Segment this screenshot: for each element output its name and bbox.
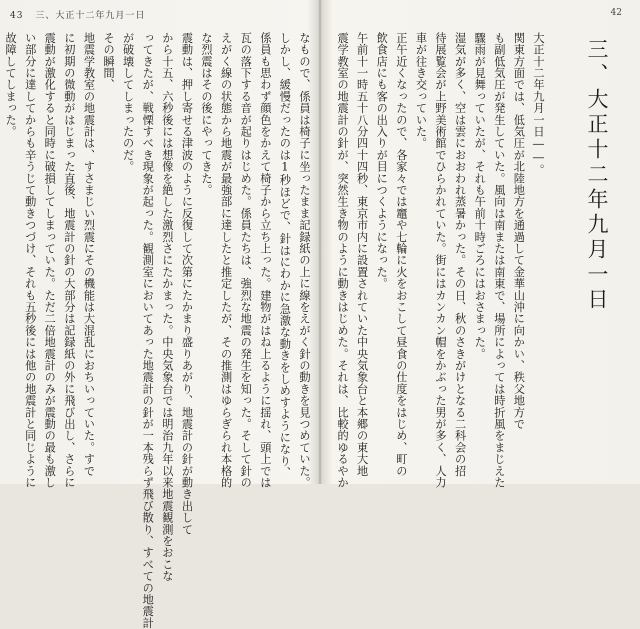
text-line: 震動は、押し寄せる津波のように反復して次第にたかまり盛りあがり、地震計の針が動き出して (180, 32, 194, 536)
text-line: 大正十二年九月一日――。 (532, 32, 545, 176)
text-line: その瞬間、 (102, 32, 116, 91)
text-line: えがく線の状態から地震が最強部に達したと推定したが、その推測はゆらぎられ本格的 (219, 32, 233, 489)
text-line: 係員も思わず顔色をかえて椅子から立ち上った。建物がはね上るように揺れ、頭上では (258, 32, 272, 489)
right-page-body (326, 32, 548, 489)
chapter-title: 三、大正十二年九月一日 (585, 38, 609, 313)
text-line: な烈震はその後にやってきた。 (200, 32, 214, 196)
text-line: 瓦の落下する音が起りはじめた。係員たちは、強烈な地震の発生を知った。そして針の (239, 32, 253, 489)
text-line: に初期の微動がはじまった直後、地震計の針の大部分は記録紙の外に飛び出し、さらに (62, 32, 76, 489)
text-line: 関東方面では、低気圧が北陸地方を通過して金華山沖に向かい、秩父地方で (512, 32, 526, 430)
left-page-number: 43 (10, 11, 24, 21)
text-line: 飲食店にも客の出入りが目につくようになった。 (375, 32, 389, 290)
right-page-number: 42 (610, 8, 622, 18)
text-line: ってきたが、戦慄すべき現象が起った。観測室においてあった地震計の針が一本残らず飛び散り、すべての地震計 (141, 32, 155, 629)
text-line: 午前十一時五十八分四十四秒、東京市内に設置されていた中央気象台と本郷の東大地 (355, 32, 369, 477)
text-line: から十五、六秒後には想像を絶した激烈さにたかまった。中央気象台では明治九年以来地震観測をおこな (160, 32, 174, 582)
text-line: い部分に達してからも辛うじて動きつづけ、それも五秒後には他の地震計と同じように (23, 32, 37, 489)
text-line: 正午近くなったので、各家々では竈や七輪に火をおこして昼食の仕度をはじめ、町の (394, 32, 408, 477)
text-line: 震動が激化すると同時に破損してしまっていた。ただ二倍地震計のみが震動の最も激し (43, 32, 57, 489)
text-line: 震学教室の地震計の針が、突然生き物のように動きはじめた。それは、比較的ゆるやか (336, 32, 350, 489)
text-line (0, 32, 1, 472)
text-line: なもので、係員は椅子に坐ったまま記録紙の上に線をえがく針の動きを見つめていた。 (298, 32, 311, 489)
book-gutter (318, 0, 322, 484)
text-line: 車が往き交っていた。 (414, 32, 428, 149)
text-line: 地震学教室の地震計は、すさまじい烈震にその機能は大混乱におちいっていた。すで (82, 32, 96, 477)
text-line: しかし、緩慢だったのは1秒ほどで、針はにわかに急激な動きをしめすようになり、 (278, 32, 292, 479)
left-page-body (4, 32, 314, 629)
text-line: 湿気が多く、空は雲におおわれ蒸暑かった。その日、秋のさきがけとなる二科会の招 (453, 32, 467, 477)
text-line: も副低気圧が発生していた。風向は南または南東で、場所によっては時折風をまじえた (492, 32, 506, 489)
text-line: 驟雨が見舞っていたが、それも午前十時ごろにはおさまった。 (473, 32, 487, 360)
left-running-head (10, 8, 145, 21)
left-running-title: 三、大正十二年九月一日 (35, 11, 146, 21)
text-line: が破壊してしまったのだ。 (121, 32, 135, 173)
text-line: 故障してしまった。 (4, 32, 18, 138)
text-line: 待展覧会が上野美術館でひらかれていた。街にはカンカン帽をかぶった男が多く、人力 (434, 32, 448, 489)
